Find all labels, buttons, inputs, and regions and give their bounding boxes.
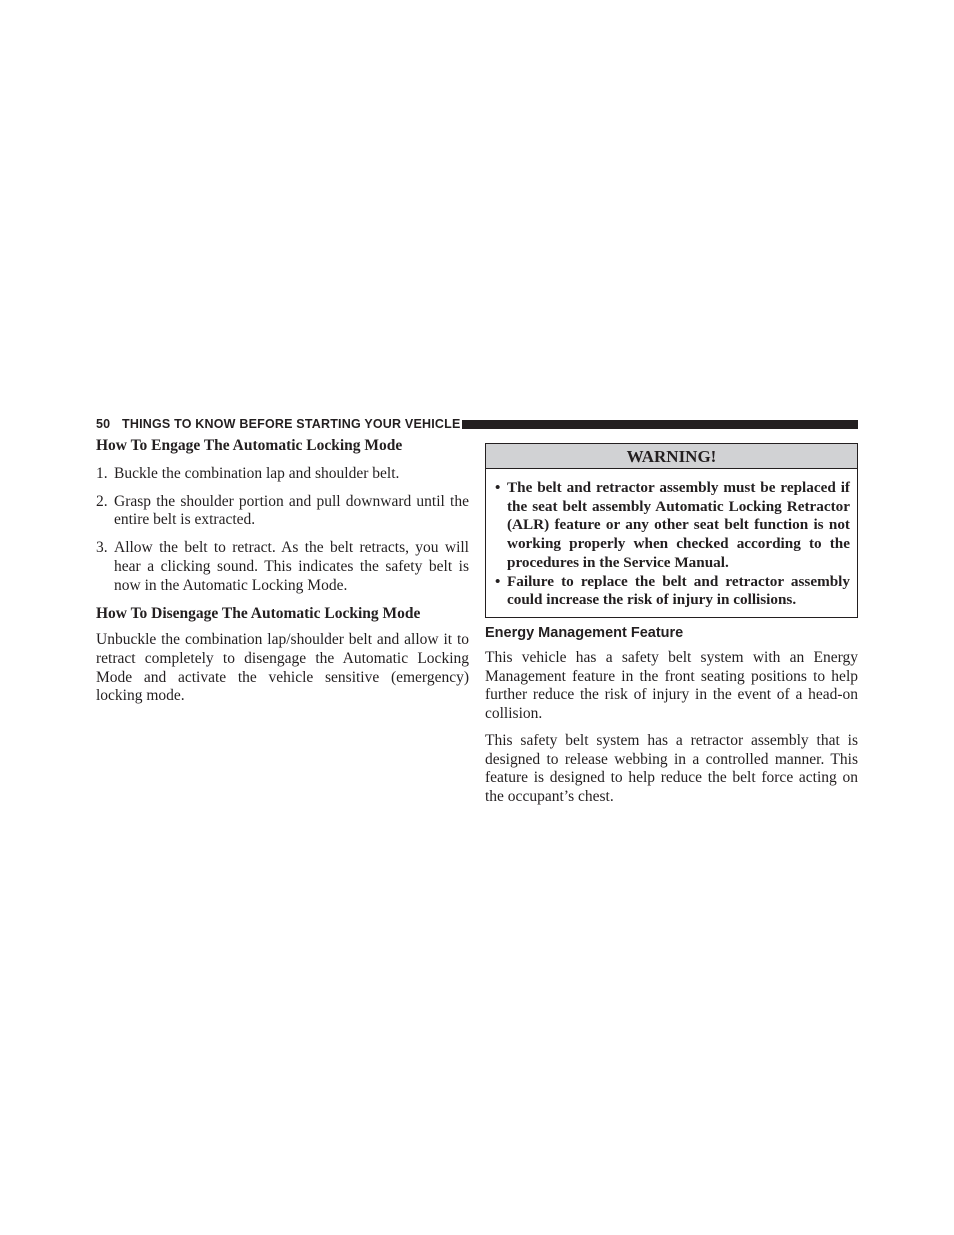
warning-title: WARNING! [486, 444, 857, 469]
warning-box [485, 443, 858, 618]
step-item [96, 493, 469, 530]
step-text: Grasp the shoulder portion and pull downward until the entire belt is extracted. [114, 492, 469, 529]
step-number: 1. [96, 465, 108, 482]
section-title: THINGS TO KNOW BEFORE STARTING YOUR VEHICLE [122, 417, 461, 431]
bullet-icon: • [495, 479, 501, 496]
energy-heading: Energy Management Feature [485, 625, 684, 641]
energy-paragraph-1: This vehicle has a safety belt system with an Energy Management feature in the front seating positions to help further reduce the risk of injury in the event of a head-on collision. [485, 649, 858, 723]
step-text: Buckle the combination lap and shoulder belt. [114, 465, 400, 482]
step-text: Allow the belt to retract. As the belt retracts, you will hear a clicking sound. This indicates the safety belt is now in the Automatic Locking Mode. [114, 539, 469, 594]
right-column [485, 623, 858, 807]
warning-item [495, 479, 850, 573]
step-number: 2. [96, 492, 108, 510]
engage-steps [96, 465, 469, 595]
warning-item [495, 573, 850, 610]
header-rule [462, 420, 858, 429]
page-number: 50 [96, 417, 111, 431]
warning-text: Failure to replace the belt and retractor assembly could increase the risk of injury in collisions. [507, 572, 850, 609]
energy-paragraph-2: This safety belt system has a retractor assembly that is designed to release webbing in a controlled manner. This feature is designed to help reduce the belt force acting on the occupant’s chest. [485, 731, 858, 805]
step-item [96, 465, 469, 484]
page-header [96, 417, 858, 431]
step-item [96, 539, 469, 595]
left-column [96, 436, 469, 706]
engage-heading: How To Engage The Automatic Locking Mode [96, 437, 403, 454]
bullet-icon: • [495, 572, 501, 590]
disengage-heading: How To Disengage The Automatic Locking Mode [96, 605, 421, 623]
warning-list [486, 469, 857, 610]
disengage-paragraph: Unbuckle the combination lap/shoulder belt and allow it to retract completely to disengage the Automatic Locking Mode and activate the vehicle sensitive (emergency) locking mode. [96, 631, 469, 705]
warning-text: The belt and retractor assembly must be replaced if the seat belt assembly Automatic Locking Retractor (ALR) feature or any other seat belt function is not working properly when checked according to the procedures in the Service Manual. [507, 479, 850, 571]
step-number: 3. [96, 539, 108, 557]
